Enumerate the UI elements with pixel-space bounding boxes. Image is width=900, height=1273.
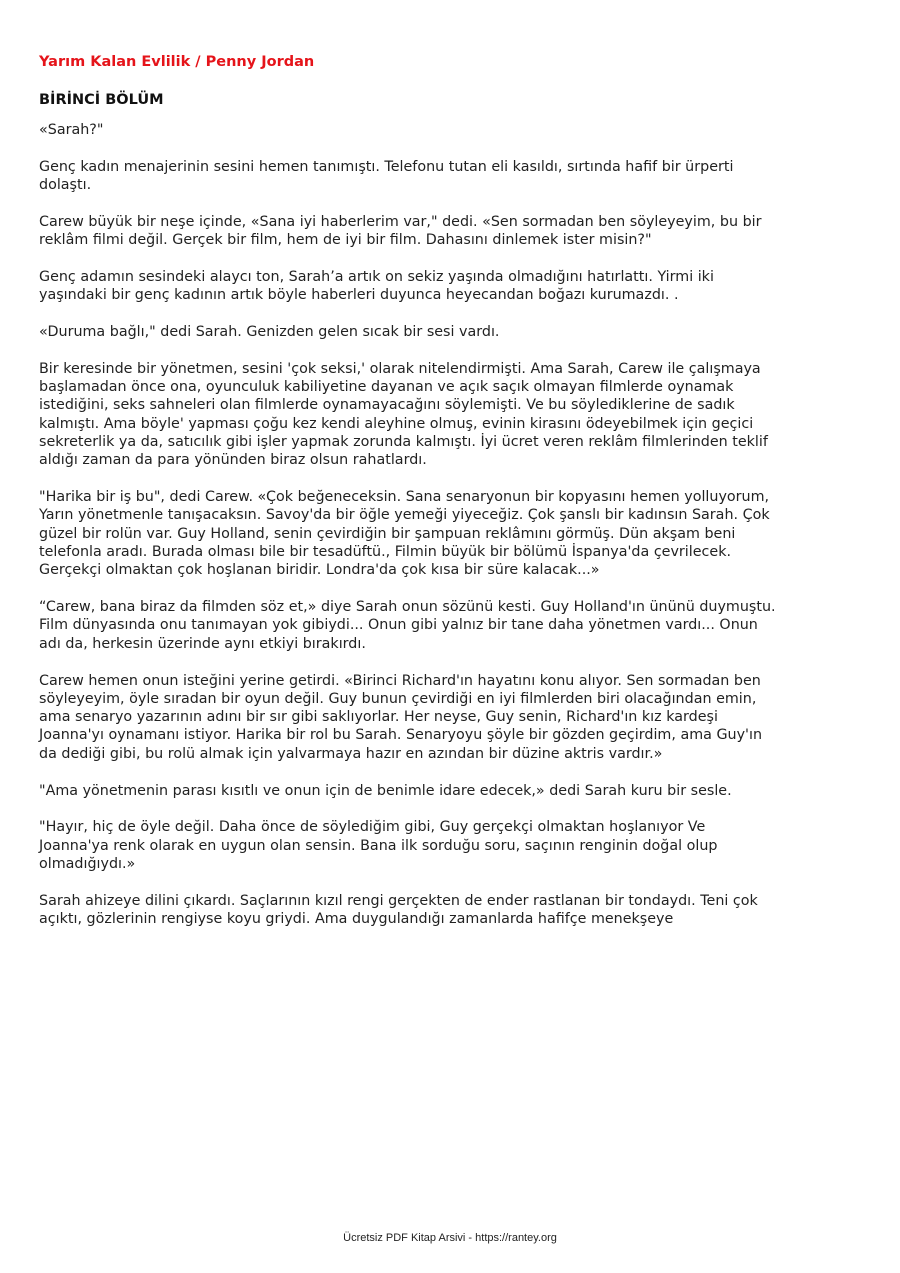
book-title: Yarım Kalan Evlilik / Penny Jordan <box>39 54 315 70</box>
paragraph: Carew hemen onun isteğini yerine getirdi. «Birinci Richard'ın hayatını konu alıyor. Sen sormadan ben söyleyeyim, öyle sıradan bir oyun değil. Guy bunun çevirdiği en iyi filmlerden biri olacağından emin, ama senaryo yazarının adını bir sır gibi saklıyorlar. Her neyse, Guy senin, Richard'ın kız kardeşi Joanna'yı oynamanı istiyor. Harika bir rol bu Sarah. Senaryoyu şöyle bir gözden geçirdim, ama Guy'ın da dediği gibi, bu rolü almak için yalvarmaya hazır en azından bir düzine aktris vardır.» <box>39 672 763 762</box>
paragraph: Carew büyük bir neşe içinde, «Sana iyi haberlerim var," dedi. «Sen sormadan ben söyleyeyim, bu bir reklâm filmi değil. Gerçek bir film, hem de iyi bir film. Dahasını dinlemek ister misin?" <box>39 213 762 249</box>
paragraph: Genç kadın menajerinin sesini hemen tanımıştı. Telefonu tutan eli kasıldı, sırtında hafif bir ürperti dolaştı. <box>39 158 734 194</box>
document-page <box>39 53 779 947</box>
paragraph: "Ama yönetmenin parası kısıtlı ve onun için de benimle idare edecek,» dedi Sarah kuru bir sesle. <box>39 782 732 799</box>
paragraph: «Sarah?" <box>39 122 104 138</box>
paragraph: Genç adamın sesindeki alaycı ton, Sarah’a artık on sekiz yaşında olmadığını hatırlattı. Yirmi iki yaşındaki bir genç kadının artık böyle haberleri duyunca heyecandan boğazı kurumazdı. . <box>39 268 714 304</box>
chapter-title: BİRİNCİ BÖLÜM <box>39 92 164 108</box>
paragraph: “Carew, bana biraz da filmden söz et,» diye Sarah onun sözünü kesti. Guy Holland'ın ününü duymuştu. Film dünyasında onu tanımayan yok gibiydi... Onun gibi yalnız bir tane daha yönetmen vardı... Onun adı da, herkesin üzerinde aynı etkiyi bırakırdı. <box>39 599 776 652</box>
paragraph: Sarah ahizeye dilini çıkardı. Saçlarının kızıl rengi gerçekten de ender rastlanan bir tondaydı. Teni çok açıktı, gözlerinin rengiyse koyu griydi. Ama duygulandığı zamanlarda hafifçe menekşeye <box>39 892 758 927</box>
paragraph: Bir keresinde bir yönetmen, sesini 'çok seksi,' olarak nitelendirmişti. Ama Sarah, Carew ile çalışmaya başlamadan önce ona, oyunculuk kabiliyetine dayanan ve açık saçık olmayan filmlerde oynamak istediğini, seks sahneleri olan filmlerde oynamayacağını söylemişti. Ve bu söylediklerine de sadık kalmıştı. Ama böyle' yapması çoğu kez kendi aleyhine olmuş, evinin kirasını ödeyebilmek için geçici sekreterlik ya da, satıcılık gibi işler yapmak zorunda kalmıştı. İyi ücret veren reklâm filmlerinden teklif aldığı zaman da para yönünden biraz olsun rahatlardı. <box>39 360 768 469</box>
paragraph: "Harika bir iş bu", dedi Carew. «Çok beğeneceksin. Sana senaryonun bir kopyasını hemen yolluyorum, Yarın yönetmenle tanışacaksın. Savoy'da bir öğle yemeği yiyeceğiz. Çok şanslı bir kadınsın Sarah. Çok güzel bir rolün var. Guy Holland, senin çevirdiğin bir şampuan reklâmını görmüş. Dün akşam beni telefonla aradı. Burada olması bile bir tesadüftü., Filmin büyük bir bölümü İspanya'da çevrilecek. Gerçekçi olmaktan çok hoşlanan biridir. Londra'da çok kısa bir süre kalacak...» <box>39 489 770 579</box>
paragraph: "Hayır, hiç de öyle değil. Daha önce de söylediğim gibi, Guy gerçekçi olmaktan hoşlanıyor Ve Joanna'ya renk olarak en uygun olan sensin. Bana ilk sorduğu soru, saçının renginin doğal olup olmadığıydı.» <box>39 819 718 872</box>
page-footer: Ücretsiz PDF Kitap Arsivi - https://rantey.org <box>343 1232 557 1244</box>
paragraph: «Duruma bağlı," dedi Sarah. Genizden gelen sıcak bir sesi vardı. <box>39 324 500 341</box>
